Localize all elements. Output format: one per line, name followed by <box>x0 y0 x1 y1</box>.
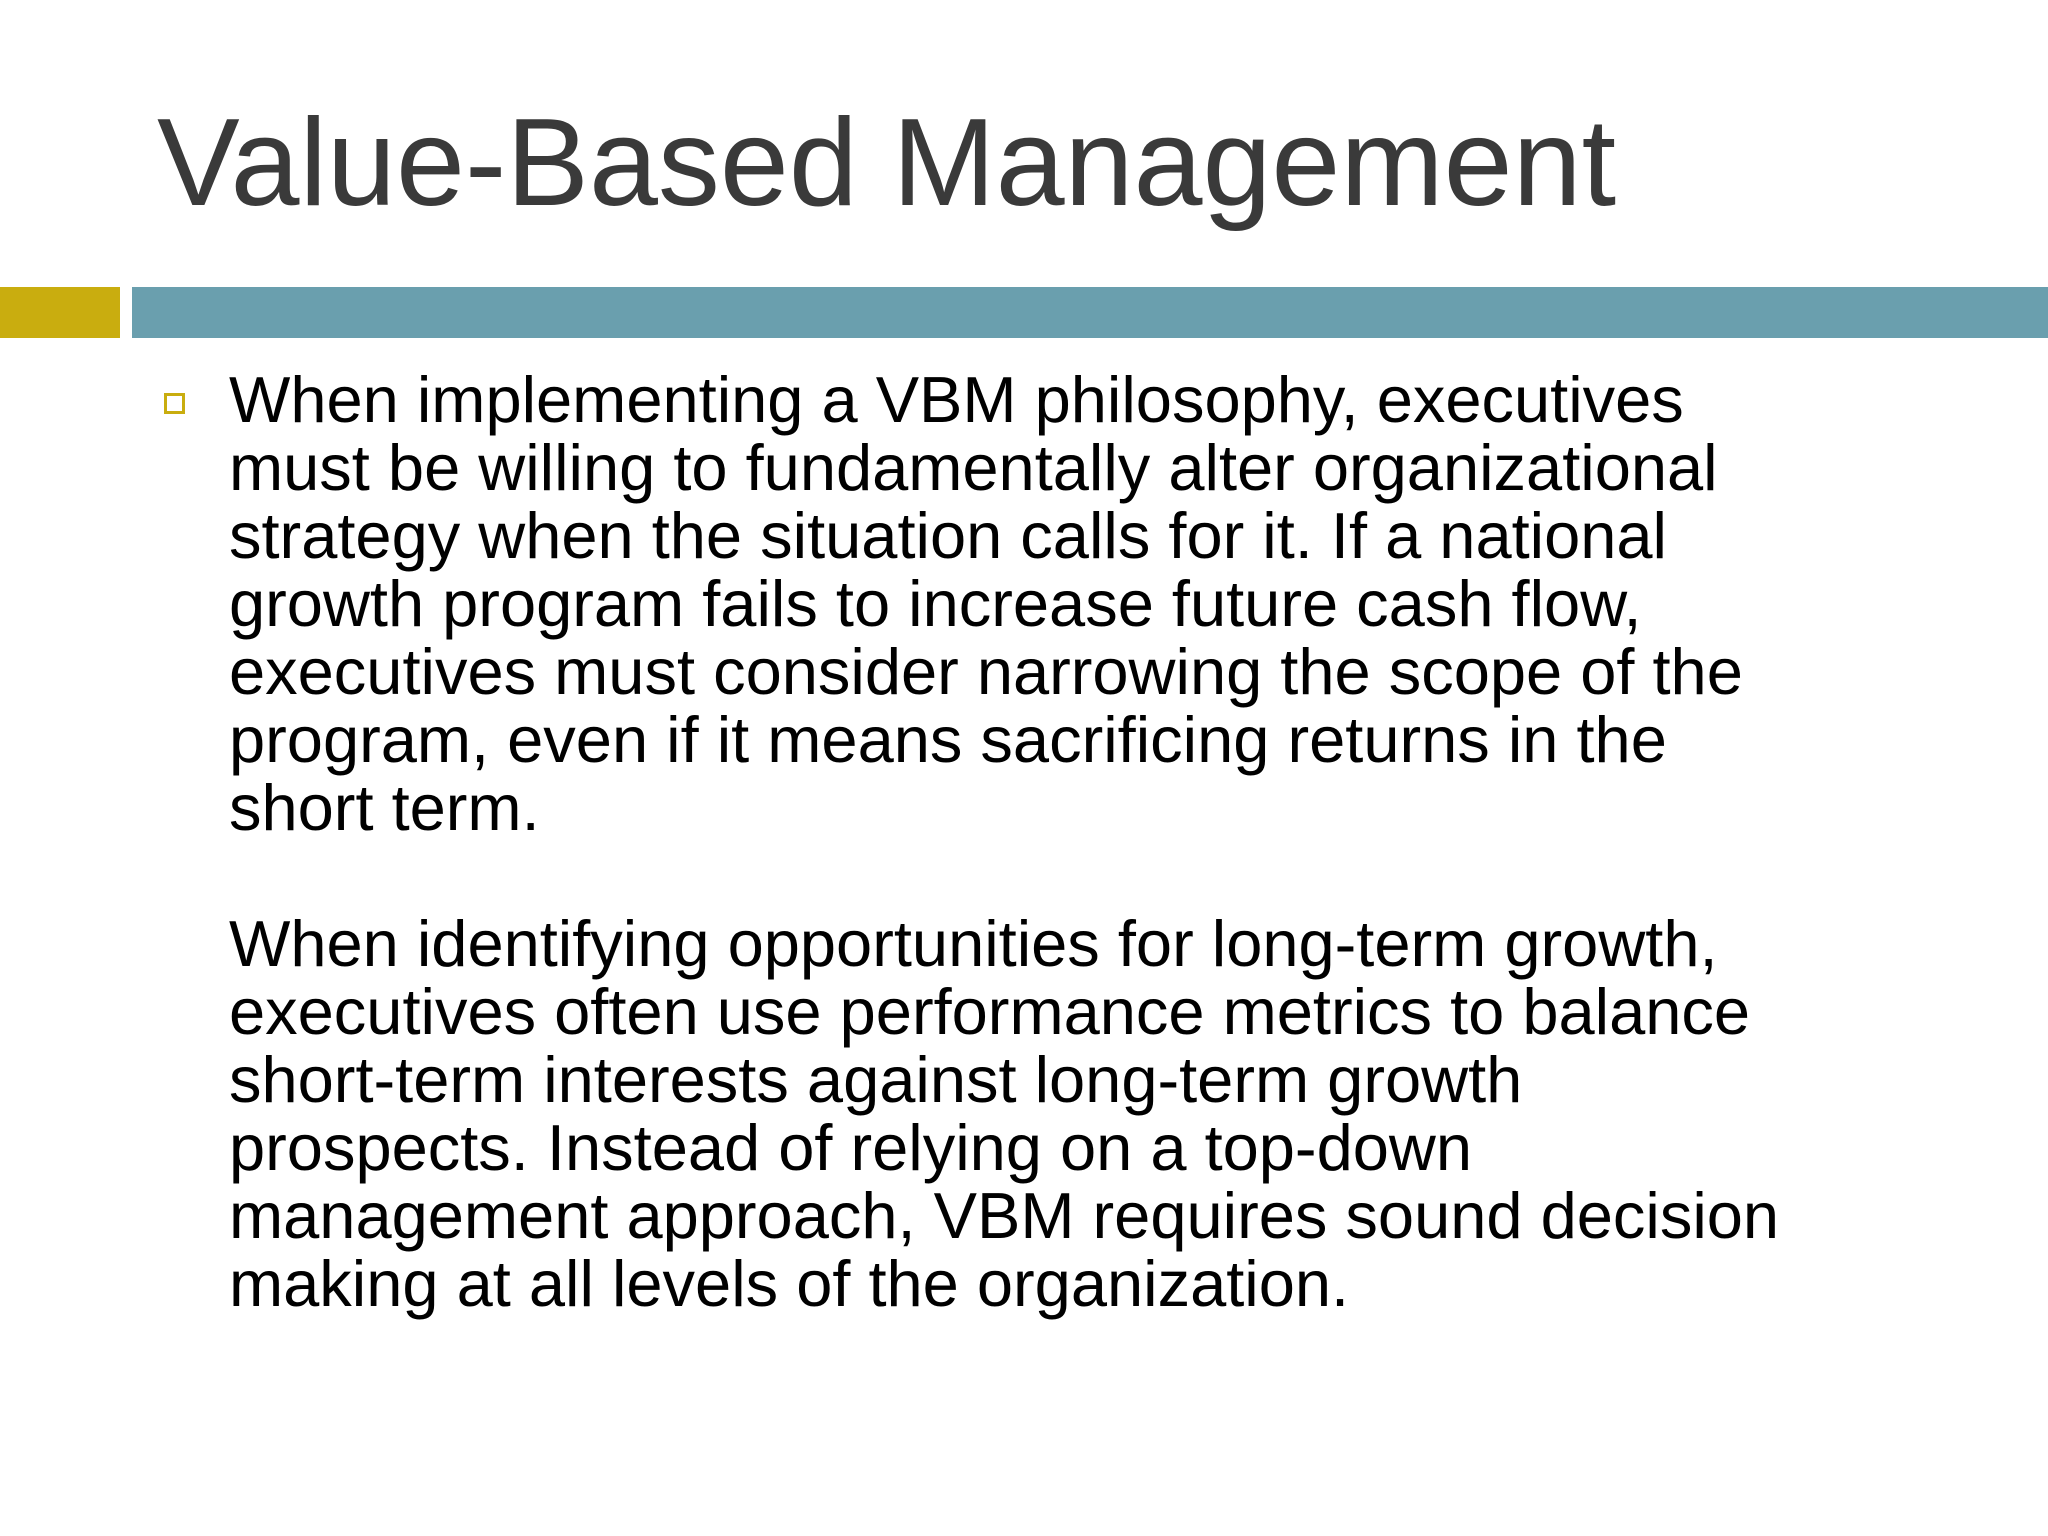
title-accent-bar-teal <box>132 287 2048 338</box>
bullet-paragraph-2: When identifying opportunities for long-term growth, executives often use performance metrics to balance short-term interests against long-term growth prospects. Instead of relying on a top-down management approach, VBM requires sound decision making at all levels of the organization. <box>229 907 1780 1320</box>
bullet-paragraph-1: When implementing a VBM philosophy, executives must be willing to fundamentally alter organizational strategy when the situation calls for it. If a national growth program fails to increase future cash flow, executives must consider narrowing the scope of the program, even if it means sacrificing returns in the short term. <box>229 363 1743 844</box>
title-accent-bar-gold <box>0 287 120 338</box>
hollow-square-bullet-icon <box>164 393 185 414</box>
slide-title: Value-Based Management <box>157 94 1617 232</box>
bullet-body <box>229 363 1989 1320</box>
